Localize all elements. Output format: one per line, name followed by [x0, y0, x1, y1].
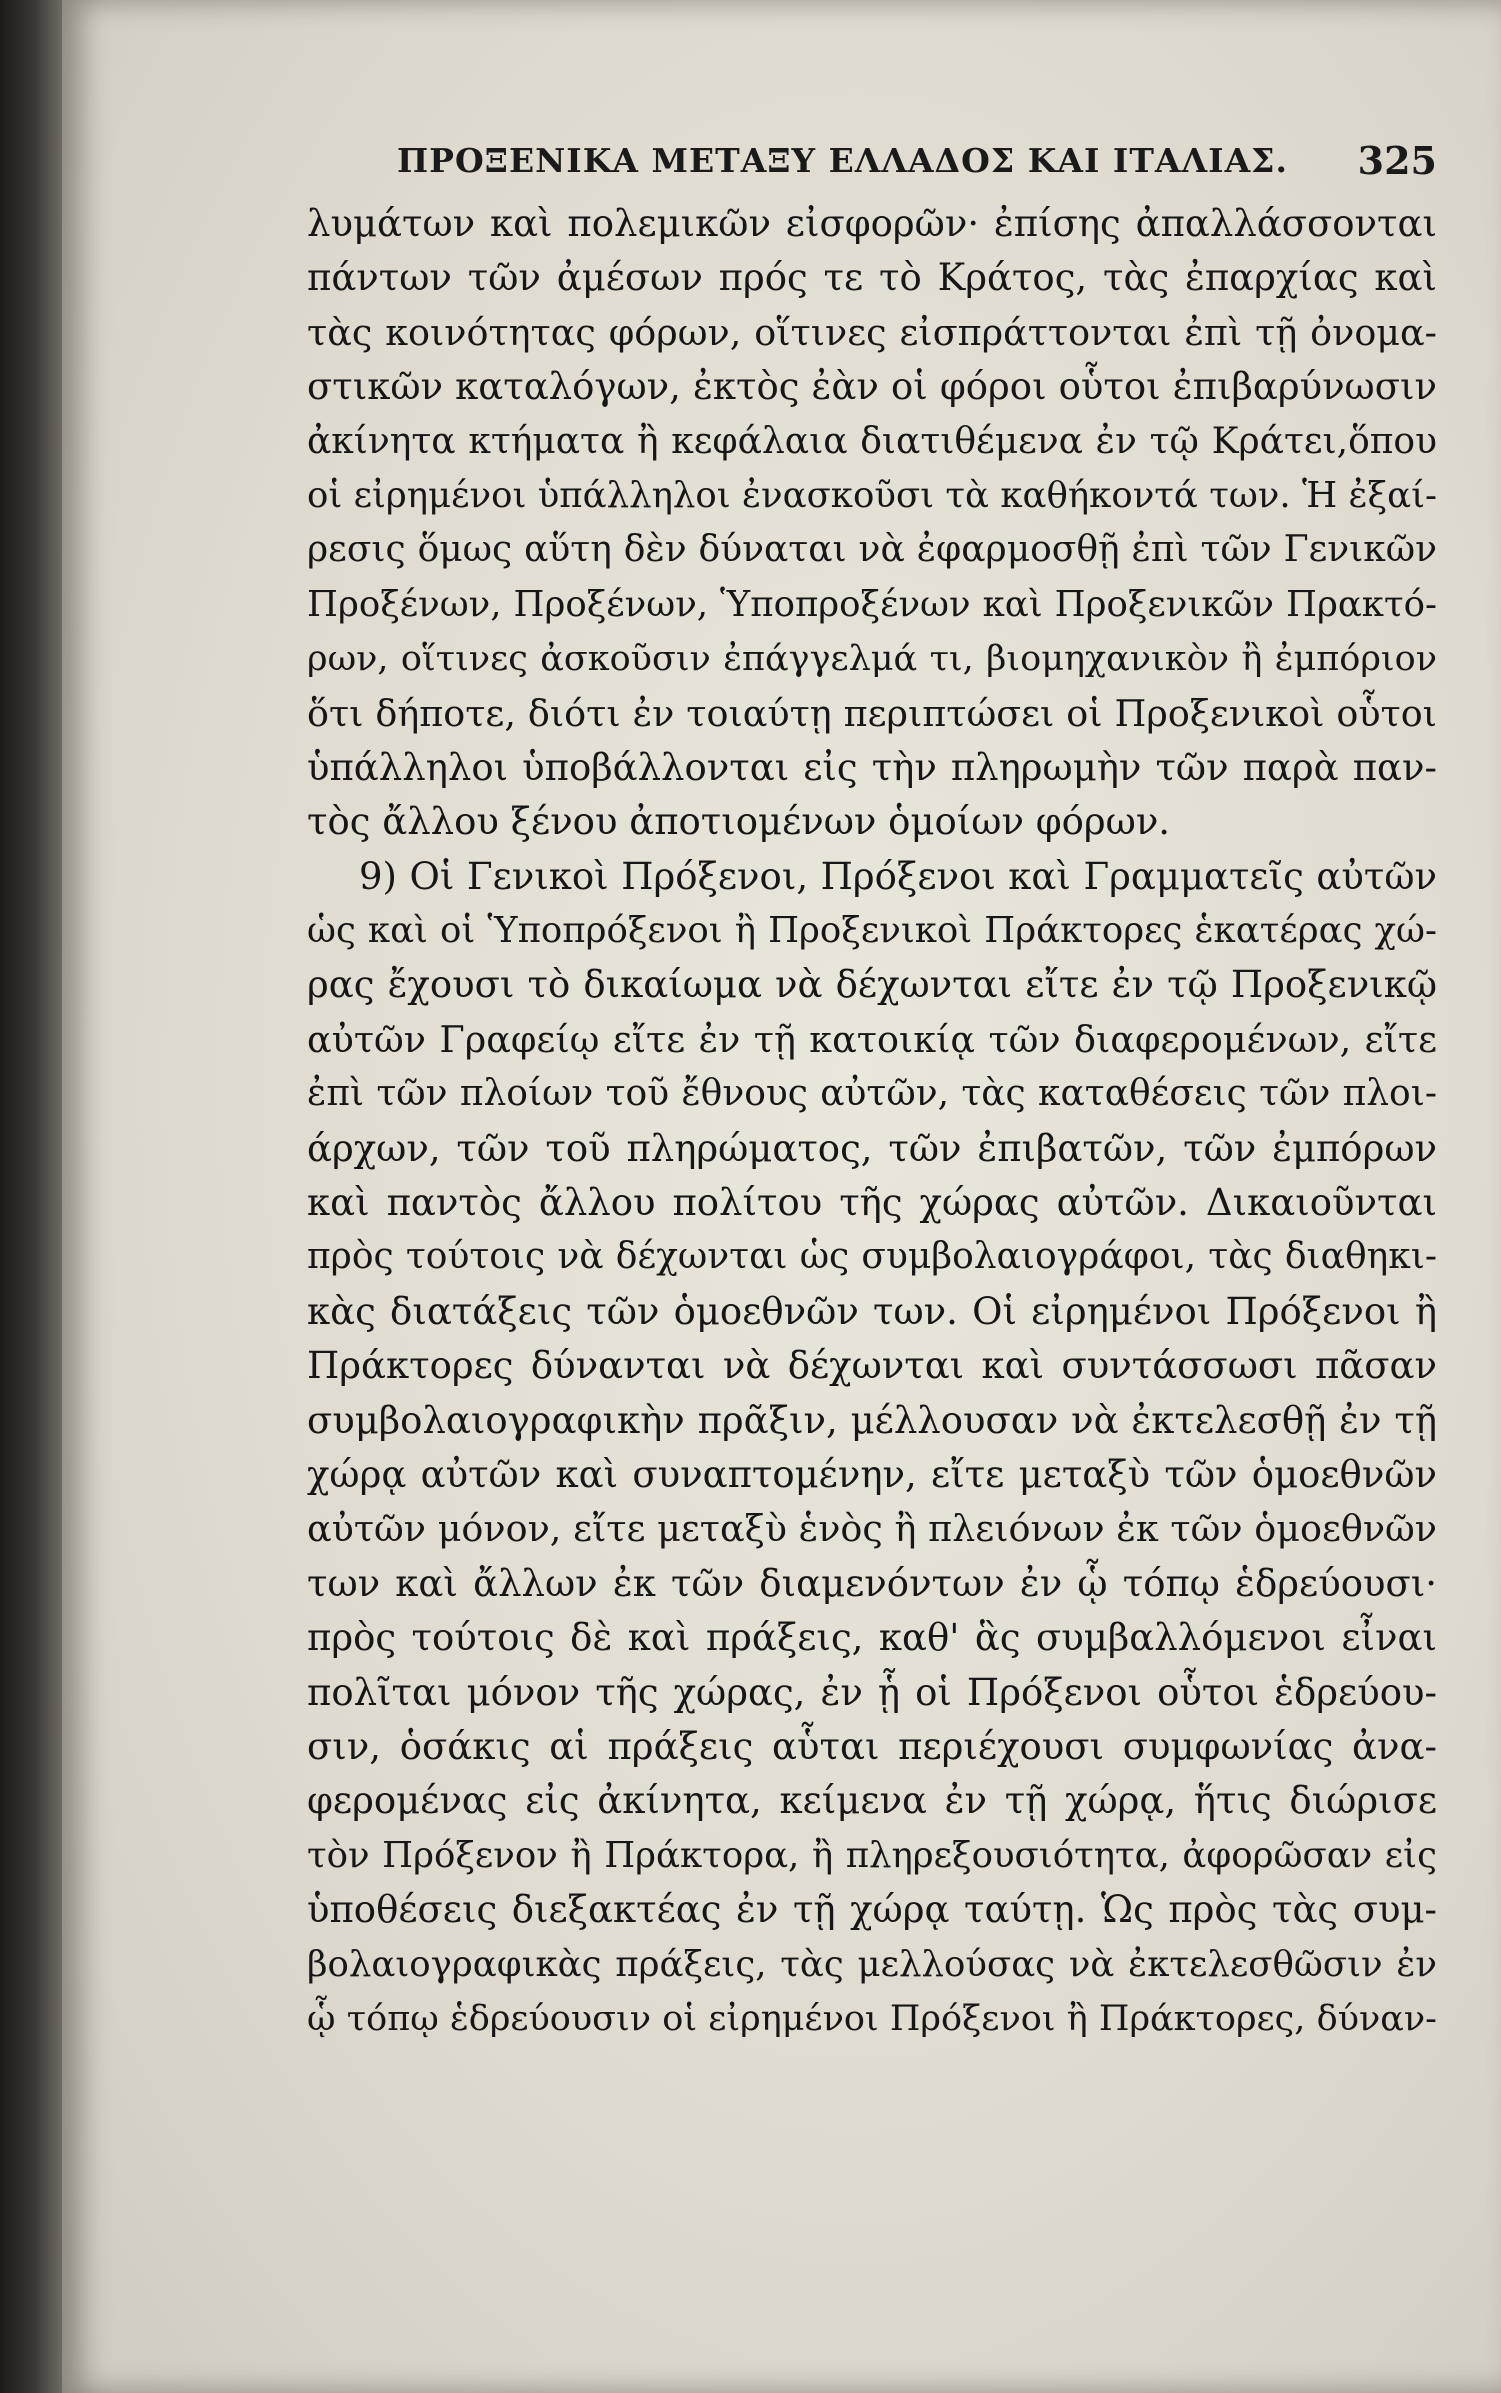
text-line: κὰς διατάξεις τῶν ὁμοεθνῶν των. Οἱ εἰρημένοι Πρόξενοι ἢ — [307, 1289, 1437, 1333]
text-line: ρας ἔχουσι τὸ δικαίωμα νὰ δέχωνται εἴτε ἐν τῷ Προξενικῷ — [307, 963, 1437, 1007]
running-head — [397, 135, 1437, 185]
book-gutter-edge — [0, 0, 62, 2393]
text-line: οἱ εἰρημένοι ὑπάλληλοι ἐνασκοῦσι τὰ καθήκοντά των. Ἡ ἐξαί- — [307, 474, 1437, 516]
text-line: χώρᾳ αὐτῶν καὶ συναπτομένην, εἴτε μεταξὺ τῶν ὁμοεθνῶν — [307, 1452, 1437, 1496]
text-line: αὐτῶν μόνον, εἴτε μεταξὺ ἑνὸς ἢ πλειόνων ἐκ τῶν ὁμοεθνῶν — [307, 1507, 1437, 1551]
text-line: ᾧ τόπῳ ἑδρεύουσιν οἱ εἰρημένοι Πρόξενοι ἢ Πράκτορες, δύναν- — [307, 1998, 1437, 2039]
text-line: ρεσις ὅμως αὕτη δὲν δύναται νὰ ἐφαρμοσθῇ ἐπὶ τῶν Γενικῶν — [307, 529, 1437, 571]
text-body — [307, 197, 1437, 2046]
text-line: πάντων τῶν ἀμέσων πρός τε τὸ Κράτος, τὰς ἐπαρχίας καὶ — [307, 256, 1437, 300]
text-line: ὑποθέσεις διεξακτέας ἐν τῇ χώρᾳ ταύτῃ. Ὡς πρὸς τὰς συμ- — [307, 1888, 1437, 1932]
text-line: πρὸς τούτοις νὰ δέχωνται ὡς συμβολαιογράφοι, τὰς διαθηκι- — [307, 1236, 1437, 1278]
paragraph-start-line: 9) Οἱ Γενικοὶ Πρόξενοι, Πρόξενοι καὶ Γραμματεῖς αὐτῶν — [359, 854, 1437, 898]
text-line: πολῖται μόνον τῆς χώρας, ἐν ᾗ οἱ Πρόξενοι οὗτοι ἑδρεύου- — [307, 1670, 1437, 1714]
text-line: πρὸς τούτοις δὲ καὶ πράξεις, καθ' ἃς συμβαλλόμενοι εἶναι — [307, 1616, 1437, 1660]
text-line: ἀκίνητα κτήματα ἢ κεφάλαια διατιθέμενα ἐν τῷ Κράτει,ὅπου — [307, 420, 1437, 462]
text-line: αὐτῶν Γραφείῳ εἴτε ἐν τῇ κατοικίᾳ τῶν διαφερομένων, εἴτε — [307, 1017, 1437, 1061]
text-line: ὅτι δήποτε, διότι ἐν τοιαύτῃ περιπτώσει οἱ Προξενικοὶ οὗτοι — [307, 691, 1437, 735]
text-line: σιν, ὁσάκις αἱ πράξεις αὗται περιέχουσι συμφωνίας ἀνα- — [307, 1724, 1437, 1768]
paragraph-end-line: τὸς ἄλλου ξένου ἀποτιομένων ὁμοίων φόρων. — [307, 800, 1171, 844]
text-line: άρχων, τῶν τοῦ πληρώματος, τῶν ἐπιβατῶν, τῶν ἐμπόρων — [307, 1126, 1437, 1170]
text-line: φερομένας εἰς ἀκίνητα, κείμενα ἐν τῇ χώρᾳ, ἥτις διώρισε — [307, 1779, 1437, 1823]
text-line: λυμάτων καὶ πολεμικῶν εἰσφορῶν· ἐπίσης ἀπαλλάσσονται — [307, 202, 1437, 245]
text-line: ἐπὶ τῶν πλοίων τοῦ ἔθνους αὐτῶν, τὰς καταθέσεις τῶν πλοι- — [307, 1073, 1437, 1115]
text-line: των καὶ ἄλλων ἐκ τῶν διαμενόντων ἐν ᾧ τόπῳ ἑδρεύουσι· — [307, 1561, 1437, 1605]
text-line: τὰς κοινότητας φόρων, οἵτινες εἰσπράττονται ἐπὶ τῇ ὀνομα- — [307, 310, 1437, 354]
book-page — [62, 0, 1501, 2393]
page-number: 325 — [1357, 137, 1437, 183]
text-line: ὑπάλληλοι ὑποβάλλονται εἰς τὴν πληρωμὴν τῶν παρὰ παν- — [307, 745, 1437, 789]
text-line: στικῶν καταλόγων, ἐκτὸς ἐὰν οἱ φόροι οὗτοι ἐπιβαρύνωσιν — [307, 365, 1437, 409]
running-title: ΠΡΟΞΕΝΙΚΑ ΜΕΤΑΞΥ ΕΛΛΑΔΟΣ ΚΑΙ ΙΤΑΛΙΑΣ. — [397, 140, 1288, 180]
text-line: τὸν Πρόξενον ἢ Πράκτορα, ἢ πληρεξουσιότητα, ἀφορῶσαν εἰς — [307, 1834, 1437, 1876]
text-line: καὶ παντὸς ἄλλου πολίτου τῆς χώρας αὐτῶν. Δικαιοῦνται — [307, 1181, 1437, 1225]
text-line: βολαιογραφικὰς πράξεις, τὰς μελλούσας νὰ ἐκτελεσθῶσιν ἐν — [307, 1943, 1437, 1985]
text-line: Πράκτορες δύνανται νὰ δέχωνται καὶ συντάσσωσι πᾶσαν — [307, 1344, 1437, 1388]
text-line: ὡς καὶ οἱ Ὑποπρόξενοι ἢ Προξενικοὶ Πράκτορες ἑκατέρας χώ- — [307, 910, 1437, 952]
text-line: ρων, οἵτινες ἀσκοῦσιν ἐπάγγελμά τι, βιομηχανικὸν ἢ ἐμπόριον — [307, 639, 1437, 680]
text-line: Προξένων, Προξένων, Ὑποπροξένων καὶ Προξενικῶν Πρακτό- — [307, 583, 1437, 625]
text-line: συμβολαιογραφικὴν πρᾶξιν, μέλλουσαν νὰ ἐκτελεσθῇ ἐν τῇ — [307, 1398, 1437, 1442]
